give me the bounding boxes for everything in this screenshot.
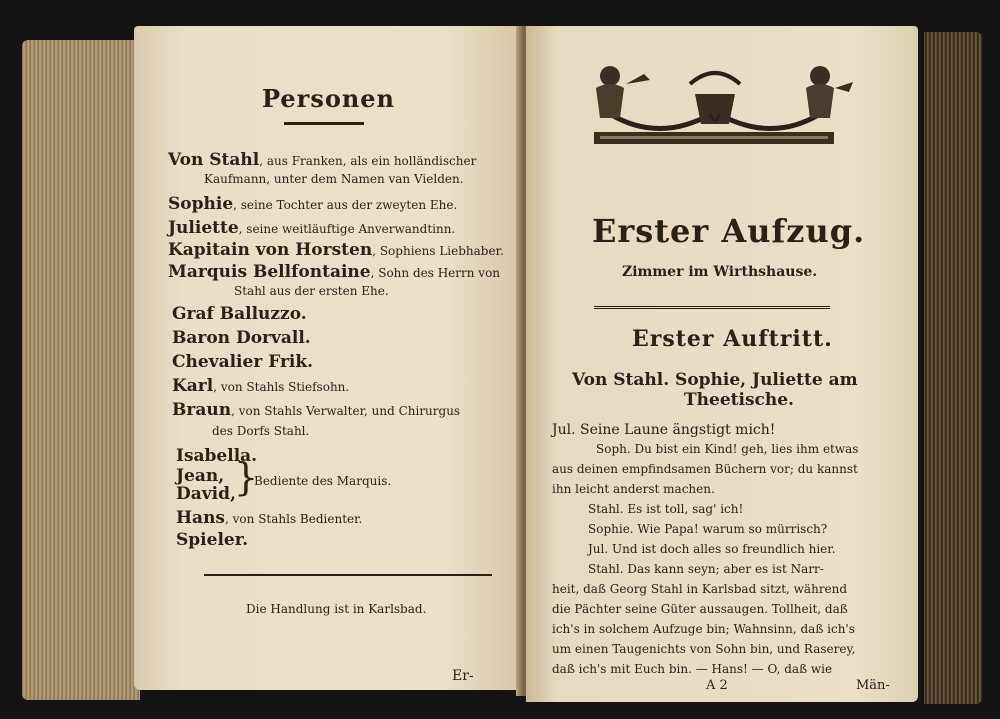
cast-desc: , von Stahls Stiefsohn.	[213, 380, 350, 394]
cast-name: Jean,	[176, 466, 225, 486]
cast-desc: , Sohn des Herrn von	[370, 266, 501, 280]
book-edge-right	[924, 32, 982, 704]
cast-name: Sophie	[168, 194, 234, 214]
cast-row	[168, 194, 457, 214]
setting-rule	[204, 574, 492, 576]
cast-name: Juliette	[168, 218, 239, 238]
signature-mark: A 2	[706, 678, 728, 693]
open-book	[22, 26, 982, 706]
servants-note: Bediente des Marquis.	[254, 474, 392, 488]
cast-name: Marquis Bellfontaine	[168, 262, 371, 282]
setting-note: Die Handlung ist in Karlsbad.	[246, 602, 427, 616]
cast-name: Baron Dorvall.	[172, 328, 311, 348]
dialogue-line: um einen Taugenichts von Sohn bin, und Raserey,	[552, 642, 856, 656]
dialogue-line: Stahl. Es ist toll, sag' ich!	[588, 502, 744, 516]
cast-name: Von Stahl	[168, 150, 260, 170]
dialogue-line: Stahl. Das kann seyn; aber es ist Narr-	[588, 562, 824, 576]
dialogue-line: Sophie. Wie Papa! warum so mürrisch?	[588, 522, 828, 536]
dialogue-line: Jul. Und ist doch alles so freundlich hier.	[588, 542, 836, 556]
cast-desc: , seine Tochter aus der zweyten Ehe.	[233, 198, 458, 212]
cast-desc: Stahl aus der ersten Ehe.	[234, 284, 389, 298]
right-page	[526, 26, 918, 702]
dialogue-line: ich's in solchem Aufzuge bin; Wahnsinn, daß ich's	[552, 622, 855, 636]
cast-name: Karl	[172, 376, 214, 396]
cast-desc: , Sophiens Liebhaber.	[372, 244, 504, 258]
cast-name: Isabella.	[176, 446, 258, 466]
dialogue-line: aus deinen empfindsamen Büchern vor; du kannst	[552, 462, 858, 476]
dialogue-line: ihn leicht anderst machen.	[552, 482, 715, 496]
page-title: Personen	[262, 84, 396, 113]
cast-row	[176, 508, 362, 528]
cast-name: Spieler.	[176, 530, 249, 550]
dialogue-line: die Pächter seine Güter aussaugen. Tollheit, daß	[552, 602, 848, 616]
cast-name: Braun	[172, 400, 232, 420]
cast-row	[172, 376, 349, 396]
cast-row	[168, 218, 455, 238]
cast-name: Graf Balluzzo.	[172, 304, 307, 324]
scene-persons: Von Stahl. Sophie, Juliette am	[572, 370, 858, 390]
cast-name: Kapitain von Horsten	[168, 240, 373, 260]
room-setting: Zimmer im Wirthshause.	[622, 264, 818, 280]
cast-desc: , seine weitläuftige Anverwandtinn.	[238, 222, 456, 236]
cast-row	[168, 150, 476, 170]
cast-desc: Kaufmann, unter dem Namen van Vielden.	[204, 172, 464, 186]
catchword: Män-	[856, 678, 890, 693]
cast-name: Hans	[176, 508, 226, 528]
cast-desc: , von Stahls Bedienter.	[225, 512, 363, 526]
cast-desc: des Dorfs Stahl.	[212, 424, 310, 438]
dialogue-line: heit, daß Georg Stahl in Karlsbad sitzt, während	[552, 582, 848, 596]
dialogue-line: Jul. Seine Laune ängstigt mich!	[552, 422, 776, 438]
scene-title: Erster Auftritt.	[632, 326, 833, 352]
cast-row	[168, 262, 500, 282]
act-title: Erster Aufzug.	[592, 212, 866, 250]
cast-row	[168, 240, 504, 260]
title-rule	[284, 122, 364, 125]
dialogue-line: daß ich's mit Euch bin. — Hans! — O, daß wie	[552, 662, 833, 676]
book-edge-left	[22, 40, 140, 700]
brace-mark: }	[234, 455, 259, 499]
cast-name: Chevalier Frik.	[172, 352, 314, 372]
dialogue-line: Soph. Du bist ein Kind! geh, lies ihm etwas	[596, 442, 859, 456]
cast-row	[172, 400, 460, 420]
cherub-garland-ornament-icon	[570, 54, 860, 154]
cast-desc: , von Stahls Verwalter, und Chirurgus	[231, 404, 461, 418]
cast-name: David,	[176, 484, 236, 504]
cast-desc: , aus Franken, als ein holländischer	[259, 154, 477, 168]
catchword: Er-	[452, 668, 474, 684]
scene-persons: Theetische.	[684, 390, 794, 410]
left-page	[134, 26, 522, 690]
section-rule	[594, 306, 830, 309]
